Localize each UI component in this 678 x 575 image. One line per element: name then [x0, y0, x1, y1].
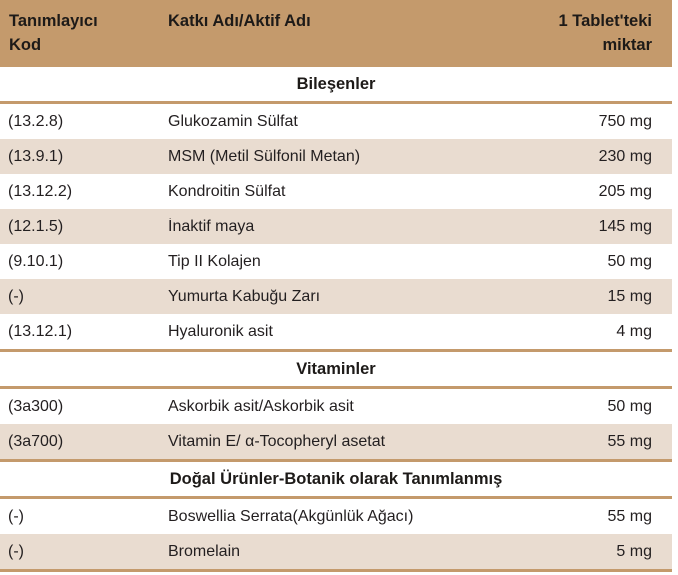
- cell-code: (3a300): [8, 397, 64, 415]
- section-header-row: [0, 352, 672, 386]
- table-header-row: [0, 0, 672, 67]
- cell-amount: 50 mg: [607, 252, 652, 270]
- cell-amount: 205 mg: [598, 182, 652, 200]
- table-row: [0, 314, 672, 349]
- section-title: Doğal Ürünler-Botanik olarak Tanımlanmış: [169, 469, 503, 488]
- table-rule: [0, 569, 672, 572]
- cell-amount: 145 mg: [598, 217, 652, 235]
- cell-code: (13.12.2): [8, 182, 73, 200]
- cell-amount: 5 mg: [616, 542, 652, 560]
- cell-amount: 15 mg: [607, 287, 652, 305]
- table-row: [0, 499, 672, 534]
- cell-name: Tip II Kolajen: [168, 252, 261, 270]
- cell-code: (13.12.1): [8, 322, 73, 340]
- cell-name: MSM (Metil Sülfonil Metan): [168, 147, 361, 165]
- column-header-amount: [498, 9, 672, 57]
- cell-name: Boswellia Serrata(Akgünlük Ağacı): [168, 507, 414, 525]
- cell-code: (-): [8, 507, 24, 525]
- table-row: [0, 279, 672, 314]
- cell-name: Glukozamin Sülfat: [168, 112, 298, 130]
- cell-name: Yumurta Kabuğu Zarı: [168, 287, 321, 305]
- table-row: [0, 389, 672, 424]
- cell-amount: 50 mg: [607, 397, 652, 415]
- cell-code: (-): [8, 287, 24, 305]
- cell-code: (-): [8, 542, 24, 560]
- column-header-amount-line2: miktar: [602, 36, 652, 54]
- cell-amount: 55 mg: [607, 432, 652, 450]
- cell-code: (3a700): [8, 432, 64, 450]
- section-title: Bileşenler: [296, 74, 376, 93]
- cell-name: İnaktif maya: [168, 217, 255, 235]
- cell-name: Hyaluronik asit: [168, 322, 273, 340]
- cell-amount: 55 mg: [607, 507, 652, 525]
- table-row: [0, 174, 672, 209]
- section-title: Vitaminler: [296, 359, 376, 378]
- cell-name: Kondroitin Sülfat: [168, 182, 286, 200]
- cell-code: (12.1.5): [8, 217, 64, 235]
- cell-code: (13.2.8): [8, 112, 64, 130]
- cell-amount: 230 mg: [598, 147, 652, 165]
- cell-name: Bromelain: [168, 542, 241, 560]
- table-row: [0, 534, 672, 569]
- table-row: [0, 104, 672, 139]
- table-row: [0, 139, 672, 174]
- column-header-code: [0, 9, 168, 57]
- table-row: [0, 244, 672, 279]
- cell-name: Askorbik asit/Askorbik asit: [168, 397, 354, 415]
- section-header-row: [0, 462, 672, 496]
- column-header-amount-line1: 1 Tablet'teki: [558, 12, 652, 30]
- cell-name: Vitamin E/ α-Tocopheryl asetat: [168, 432, 386, 450]
- table-row: [0, 209, 672, 244]
- column-header-name: Katkı Adı/Aktif Adı: [168, 12, 311, 30]
- table-row: [0, 424, 672, 459]
- column-header-code-line1: Tanımlayıcı: [9, 12, 98, 30]
- cell-code: (13.9.1): [8, 147, 64, 165]
- column-header-code-line2: Kod: [9, 36, 42, 54]
- cell-amount: 750 mg: [598, 112, 652, 130]
- cell-amount: 4 mg: [616, 322, 652, 340]
- cell-code: (9.10.1): [8, 252, 64, 270]
- section-header-row: [0, 67, 672, 101]
- table-body: [0, 67, 678, 572]
